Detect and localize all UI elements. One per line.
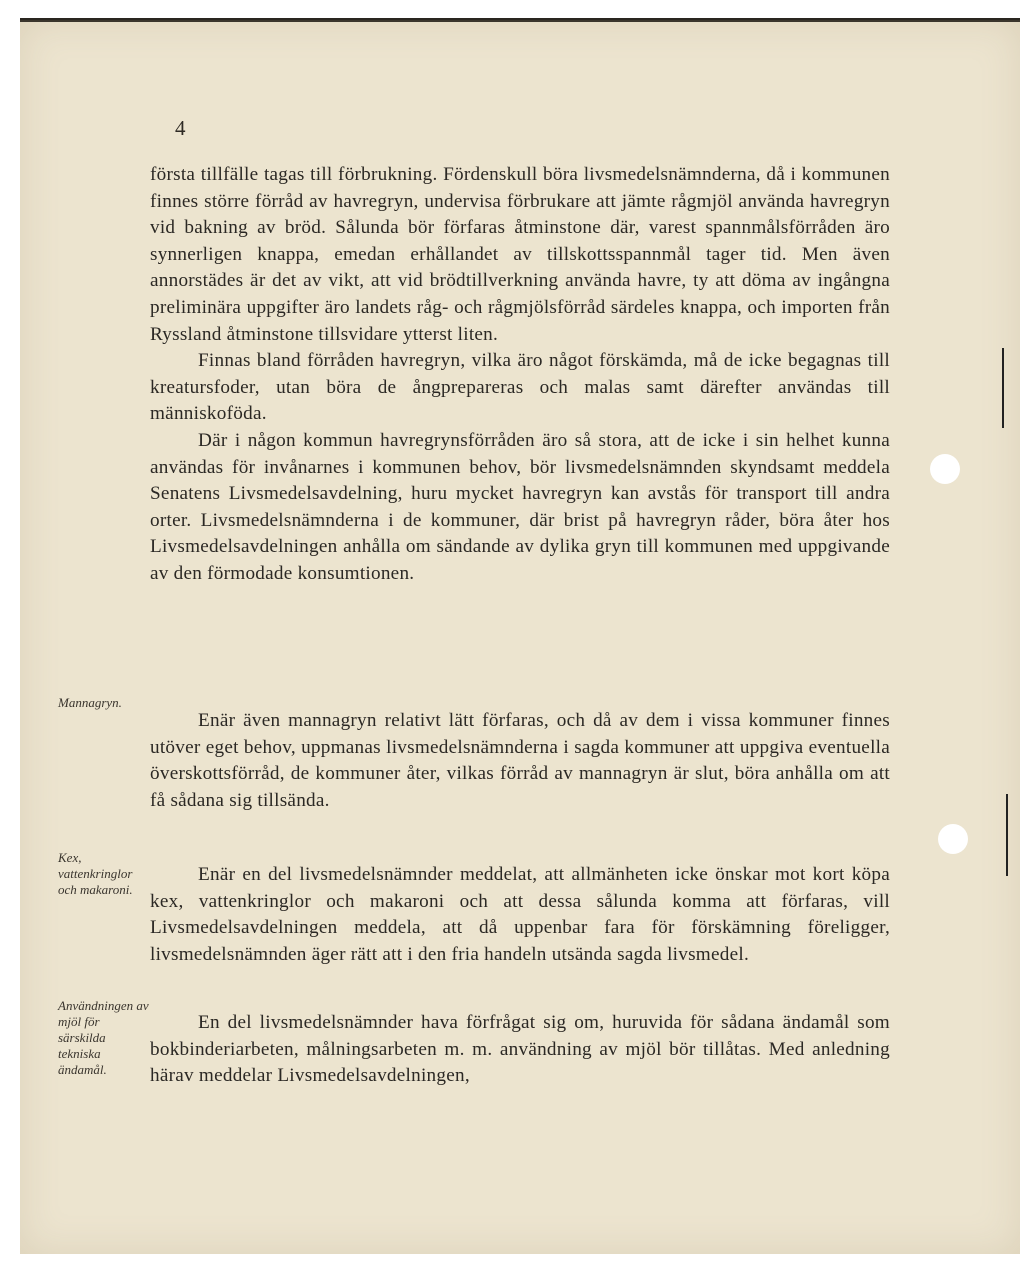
paragraph-mjol-anvandning: En del livsmedelsnämnder hava förfrågat sig om, huruvida för sådana ändamål som bokbinderiarbeten, målningsarbeten m. m. användning av mjöl bör tillåtas. Med anledning härav meddelar Livsmedelsavdelningen, — [150, 1012, 890, 1087]
margin-note-kex: Kex, vattenkringlor och makaroni. — [58, 850, 133, 897]
paragraph-2: Finnas bland förråden havregryn, vilka äro något förskämda, må de icke begagnas till kreatursfoder, utan böra de ångprepareras och malas samt därefter användas till människoföda. — [150, 350, 890, 425]
paragraph-3: Där i någon kommun havregrynsförråden äro så stora, att de icke i sin helhet kunna användas för invånarnes i kommunen behov, bör livsmedelsnämnden skyndsamt meddela Senatens Livsmedelsavdelning, huru mycket havregryn kan avstås för transport till andra orter. Livsmedelsnämnderna i de kommuner, där brist på havregryn råder, böra åter hos Livsmedelsavdelningen anhålla om sändande av dylika gryn till kommunen med uppgivande av den förmodade konsumtionen. — [150, 429, 890, 584]
paragraph-mannagryn: Enär även mannagryn relativt lätt förfaras, och då av dem i vissa kommuner finnes utöver eget behov, uppmanas livsmedelsnämnderna i sagda kommuner att uppgiva eventuella överskottsförråd, de kommuner åter, vilkas förråd av mannagryn är slut, böra anhålla om att få sådana sig tillsända. — [150, 710, 890, 811]
paragraph-1: första tillfälle tagas till förbrukning. Fördenskull böra livsmedelsnämnderna, då i kommunen finnes större förråd av havregryn, undervisa förbrukare att jämte rågmjöl använda havregryn vid bakning av bröd. Sålunda bör förfaras åtminstone där, varest spannmålsförråden äro synnerligen knappa, emedan erhållandet av tillskottsspannmål tager tid. Men även annorstädes är det av vikt, att vid brödtillverkning använda havre, ty att döma av ingångna preliminära uppgifter äro landets råg- och rågmjölsförråd särdeles knappa, och importen från Ryssland åtminstone tillsvidare ytterst liten. — [150, 164, 890, 345]
punch-hole-top — [930, 454, 960, 484]
paragraph-kex: Enär en del livsmedelsnämnder meddelat, att allmänheten icke önskar mot kort köpa kex, vattenkringlor och makaroni och att dessa sålunda komma att förfaras, vill Livsmedelsavdelningen meddela, att då uppenbar fara för förskämning föreligger, livsmedelsnämnden äger rätt att i den fria handeln utsända sagda livsmedel. — [150, 864, 890, 965]
binding-mark-bottom — [1006, 794, 1008, 876]
page-top-edge — [20, 20, 1020, 22]
binding-mark-top — [1002, 348, 1004, 428]
margin-note-mjol: Användningen av mjöl för särskilda tekniska ändamål. — [58, 998, 149, 1077]
document-page — [20, 18, 1020, 1254]
page-number: 4 — [175, 116, 186, 140]
margin-note-mannagryn: Mannagryn. — [58, 695, 122, 710]
punch-hole-bottom — [938, 824, 968, 854]
body-text — [150, 162, 890, 588]
